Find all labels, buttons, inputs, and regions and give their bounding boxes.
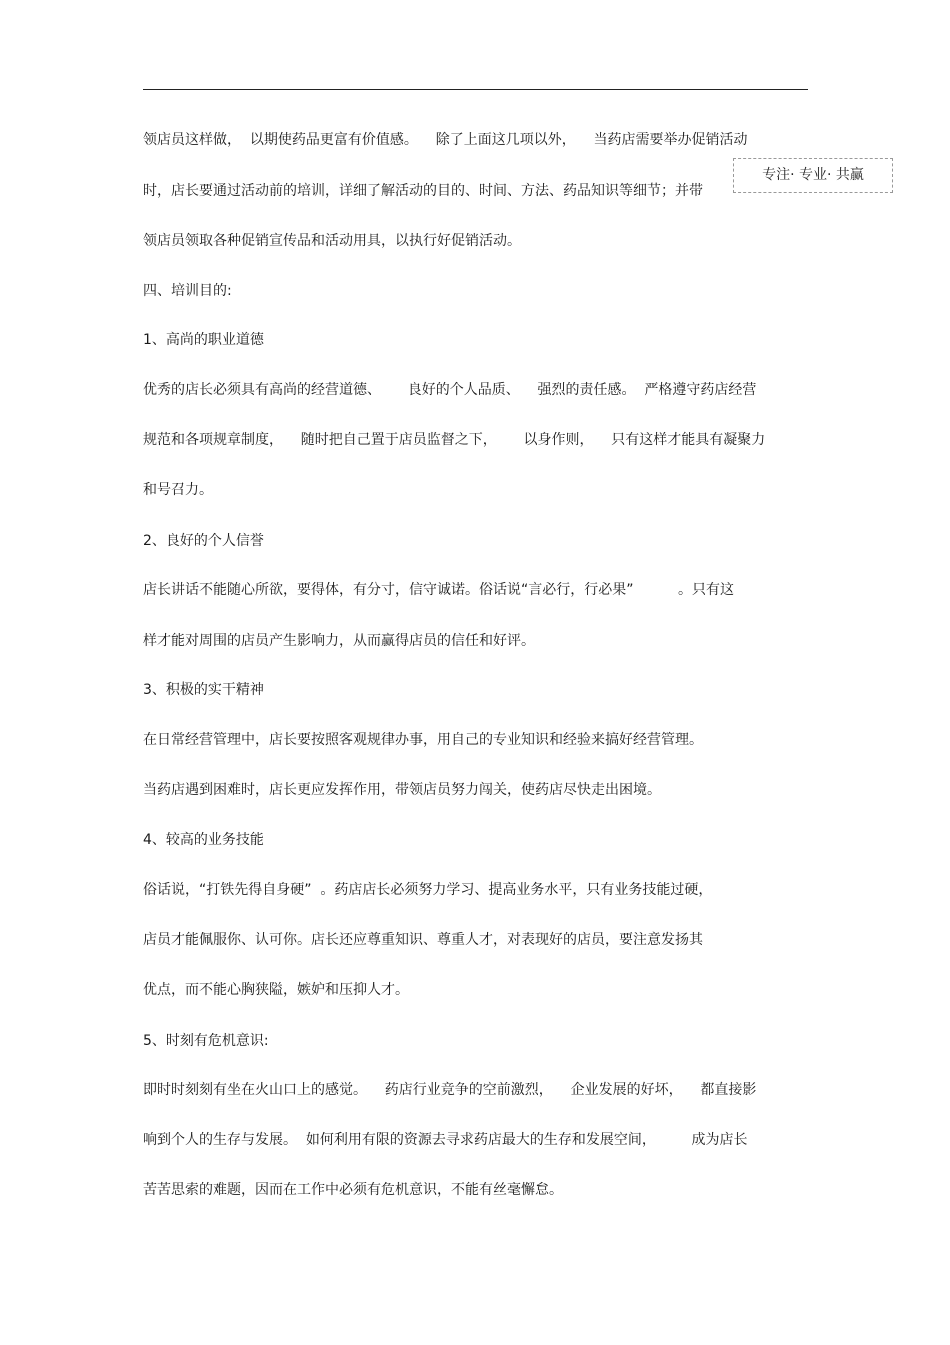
subsection-heading: 4、较高的业务技能	[143, 832, 264, 848]
text-line: 样才能对周围的店员产生影响力，从而赢得店员的信任和好评。	[143, 633, 535, 649]
text-line: 店员才能佩服你、认可你。店长还应尊重知识、尊重人才，对表现好的店员，要注意发扬其	[143, 932, 703, 948]
text-line: 店长讲话不能随心所欲，要得体，有分寸，信守诚诺。俗话说“言必行，行必果” 。只有这	[143, 582, 735, 598]
text-line: 当药店遇到困难时，店长更应发挥作用，带领店员努力闯关，使药店尽快走出困境。	[143, 782, 661, 798]
subsection-heading: 1、高尚的职业道德	[143, 332, 264, 348]
subsection-heading: 5、时刻有危机意识:	[143, 1033, 269, 1049]
header-badge: 专注· 专业· 共赢	[733, 158, 893, 193]
subsection-heading: 2、良好的个人信誉	[143, 533, 264, 549]
text-line: 领店员领取各种促销宣传品和活动用具，以执行好促销活动。	[143, 233, 521, 249]
text-line: 和号召力。	[143, 482, 213, 498]
text-line: 响到个人的生存与发展。 如何利用有限的资源去寻求药店最大的生存和发展空间， 成为店长	[143, 1132, 748, 1148]
text-line: 优点，而不能心胸狭隘，嫉妒和压抑人才。	[143, 982, 409, 998]
text-line: 苦苦思索的难题，因而在工作中必须有危机意识，不能有丝毫懈怠。	[143, 1182, 563, 1198]
text-line: 时，店长要通过活动前的培训，详细了解活动的目的、时间、方法、药品知识等细节；并带	[143, 183, 703, 199]
text-line: 俗话说，“打铁先得自身硬” 。药店店长必须努力学习、提高业务水平，只有业务技能过硬，	[143, 882, 713, 898]
header-rule	[143, 89, 808, 90]
section-heading: 四、培训目的:	[143, 283, 232, 299]
text-line: 优秀的店长必须具有高尚的经营道德、 良好的个人品质、 强烈的责任感。 严格遵守药店经营	[143, 382, 757, 398]
text-line: 在日常经营管理中，店长要按照客观规律办事，用自己的专业知识和经验来搞好经营管理。	[143, 732, 703, 748]
text-line: 领店员这样做， 以期使药品更富有价值感。 除了上面这几项以外， 当药店需要举办促销活动	[143, 132, 748, 148]
subsection-heading: 3、积极的实干精神	[143, 682, 264, 698]
text-line: 即时时刻刻有坐在火山口上的感觉。 药店行业竞争的空前激烈， 企业发展的好坏， 都直接影	[143, 1082, 757, 1098]
text-line: 规范和各项规章制度， 随时把自己置于店员监督之下， 以身作则， 只有这样才能具有凝聚力	[143, 432, 766, 448]
